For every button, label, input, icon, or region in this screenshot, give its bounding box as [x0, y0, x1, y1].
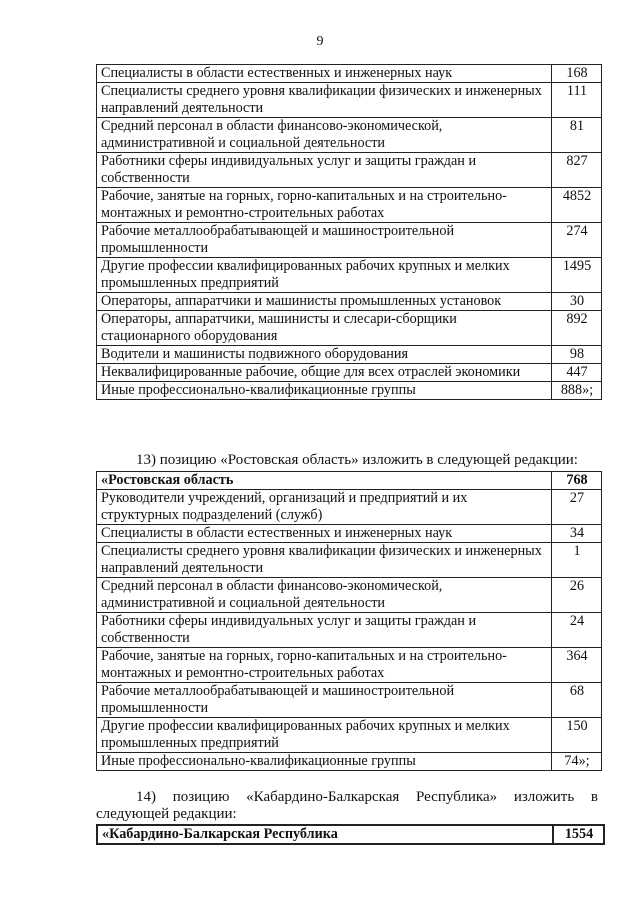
page-number: 9: [316, 34, 324, 49]
occupation-group-count: 111: [552, 83, 602, 118]
table-row: [97, 188, 602, 223]
table-row: [97, 490, 602, 525]
table-row: [97, 223, 602, 258]
occupation-group-label: Специалисты в области естественных и инженерных наук: [97, 525, 552, 543]
occupation-group-count: 364: [552, 648, 602, 683]
occupation-group-count: 274: [552, 223, 602, 258]
table-row: [97, 364, 602, 382]
table-row: [97, 293, 602, 311]
occupation-group-label: Рабочие, занятые на горных, горно-капитальных и на строительно-монтажных и ремонтно-строительных работах: [97, 188, 552, 223]
occupation-group-label: Операторы, аппаратчики, машинисты и слесари-сборщики стационарного оборудования: [97, 311, 552, 346]
region-total-row: [97, 825, 604, 844]
occupation-group-label: Операторы, аппаратчики и машинисты промышленных установок: [97, 293, 552, 311]
occupation-group-count: 168: [552, 65, 602, 83]
occupation-group-label: Рабочие металлообрабатывающей и машиностроительной промышленности: [97, 223, 552, 258]
occupation-group-count: 81: [552, 118, 602, 153]
table-row: [97, 578, 602, 613]
occupation-group-count: 68: [552, 683, 602, 718]
paragraph-13: 13) позицию «Ростовская область» изложить в следующей редакции:: [136, 452, 578, 468]
region-total-row: [97, 472, 602, 490]
table-row: [97, 613, 602, 648]
table-row: [97, 543, 602, 578]
occupation-group-count: 827: [552, 153, 602, 188]
region-name: «Ростовская область: [97, 472, 552, 490]
occupation-group-count: 24: [552, 613, 602, 648]
occupation-group-count: 27: [552, 490, 602, 525]
occupation-group-count: 30: [552, 293, 602, 311]
occupation-group-label: Специалисты в области естественных и инженерных наук: [97, 65, 552, 83]
occupation-group-count: 74»;: [552, 753, 602, 771]
region-total: 768: [552, 472, 602, 490]
occupation-group-count: 888»;: [552, 382, 602, 400]
occupation-table-rostov-region: [96, 471, 602, 771]
region-total: 1554: [553, 825, 604, 844]
occupation-group-count: 1: [552, 543, 602, 578]
occupation-group-label: Средний персонал в области финансово-экономической, административной и социальной деятельности: [97, 118, 552, 153]
occupation-group-label: Рабочие металлообрабатывающей и машиностроительной промышленности: [97, 683, 552, 718]
table-row: [97, 258, 602, 293]
occupation-group-label: Рабочие, занятые на горных, горно-капитальных и на строительно-монтажных и ремонтно-строительных работах: [97, 648, 552, 683]
occupation-group-label: Другие профессии квалифицированных рабочих крупных и мелких промышленных предприятий: [97, 718, 552, 753]
occupation-group-label: Работники сферы индивидуальных услуг и защиты граждан и собственности: [97, 613, 552, 648]
table-row: [97, 83, 602, 118]
occupation-group-label: Иные профессионально-квалификационные группы: [97, 382, 552, 400]
occupation-group-count: 892: [552, 311, 602, 346]
occupation-group-label: Неквалифицированные рабочие, общие для всех отраслей экономики: [97, 364, 552, 382]
occupation-group-label: Руководители учреждений, организаций и предприятий и их структурных подразделений (служб): [97, 490, 552, 525]
occupation-table-previous-region: [96, 64, 602, 400]
table-row: [97, 346, 602, 364]
occupation-group-count: 4852: [552, 188, 602, 223]
occupation-group-count: 98: [552, 346, 602, 364]
table-row: [97, 648, 602, 683]
paragraph-14: [96, 789, 598, 823]
occupation-group-count: 34: [552, 525, 602, 543]
occupation-group-label: Иные профессионально-квалификационные группы: [97, 753, 552, 771]
occupation-group-label: Специалисты среднего уровня квалификации физических и инженерных направлений деятельности: [97, 83, 552, 118]
region-name: «Кабардино-Балкарская Республика: [97, 825, 553, 844]
table-row: [97, 525, 602, 543]
occupation-table-kabardino-balkaria: [96, 824, 605, 845]
occupation-group-label: Работники сферы индивидуальных услуг и защиты граждан и собственности: [97, 153, 552, 188]
table-row: [97, 118, 602, 153]
occupation-group-count: 1495: [552, 258, 602, 293]
table-row: [97, 153, 602, 188]
table-row: [97, 382, 602, 400]
table-row: [97, 65, 602, 83]
table-row: [97, 753, 602, 771]
occupation-group-count: 447: [552, 364, 602, 382]
occupation-group-label: Другие профессии квалифицированных рабочих крупных и мелких промышленных предприятий: [97, 258, 552, 293]
occupation-group-count: 150: [552, 718, 602, 753]
occupation-group-label: Водители и машинисты подвижного оборудования: [97, 346, 552, 364]
occupation-group-label: Средний персонал в области финансово-экономической, административной и социальной деятельности: [97, 578, 552, 613]
paragraph-14-line-2: следующей редакции:: [96, 806, 237, 822]
paragraph-14-line-1: 14) позицию «Кабардино-Балкарская Республика» изложить в: [136, 789, 598, 805]
table-row: [97, 311, 602, 346]
occupation-group-label: Специалисты среднего уровня квалификации физических и инженерных направлений деятельности: [97, 543, 552, 578]
occupation-group-count: 26: [552, 578, 602, 613]
table-row: [97, 718, 602, 753]
table-row: [97, 683, 602, 718]
